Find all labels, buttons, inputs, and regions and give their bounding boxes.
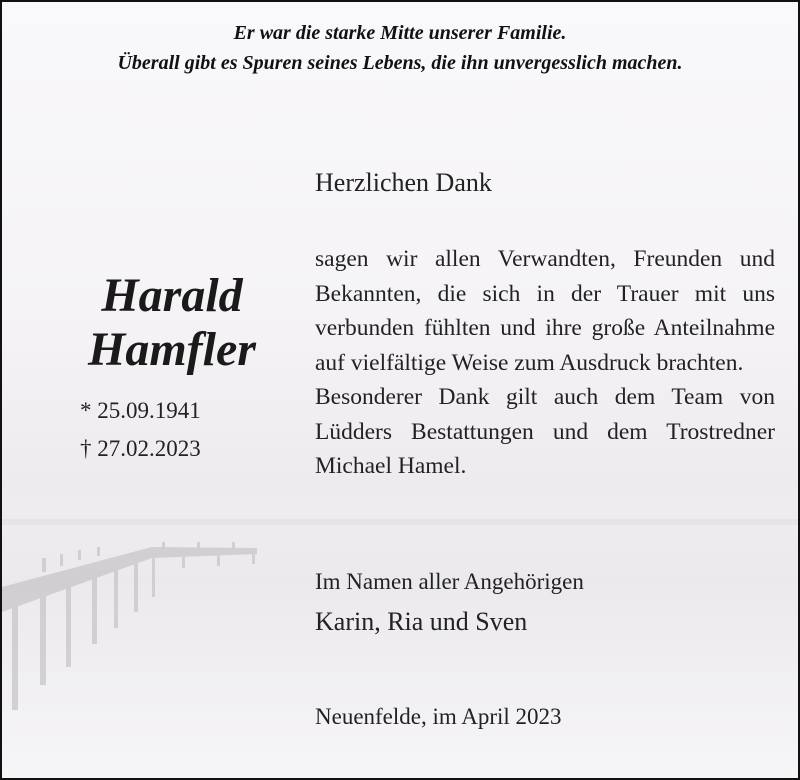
motto-line-1: Er war die starke Mitte unserer Familie. <box>233 22 567 44</box>
deceased-first-name: Harald <box>101 269 243 322</box>
signature-intro: Im Namen aller Angehörigen <box>315 569 584 594</box>
thanks-heading: Herzlichen Dank <box>315 168 492 197</box>
thanks-paragraph-1: sagen wir allen Verwandten, Freunden und Bekannten, die sich in der Trauer mit uns verbunden fühlten und ihre große Anteilnahme auf vielfältige Weise zum Ausdruck brachten. <box>315 246 775 376</box>
thanks-paragraph-2: Besonderer Dank gilt auch dem Team von Lüdders Bestattungen und dem Trostredner Michael Hamel. <box>315 384 775 479</box>
death-date: † 27.02.2023 <box>80 436 201 461</box>
deceased-last-name: Hamfler <box>88 323 256 376</box>
place-and-date: Neuenfelde, im April 2023 <box>315 704 562 729</box>
motto-line-2: Überall gibt es Spuren seines Lebens, die ihn unvergesslich machen. <box>117 52 683 74</box>
birth-date: * 25.09.1941 <box>80 398 201 423</box>
motto <box>2 18 798 78</box>
thanks-text <box>315 242 775 484</box>
signature-names: Karin, Ria und Sven <box>315 607 528 636</box>
